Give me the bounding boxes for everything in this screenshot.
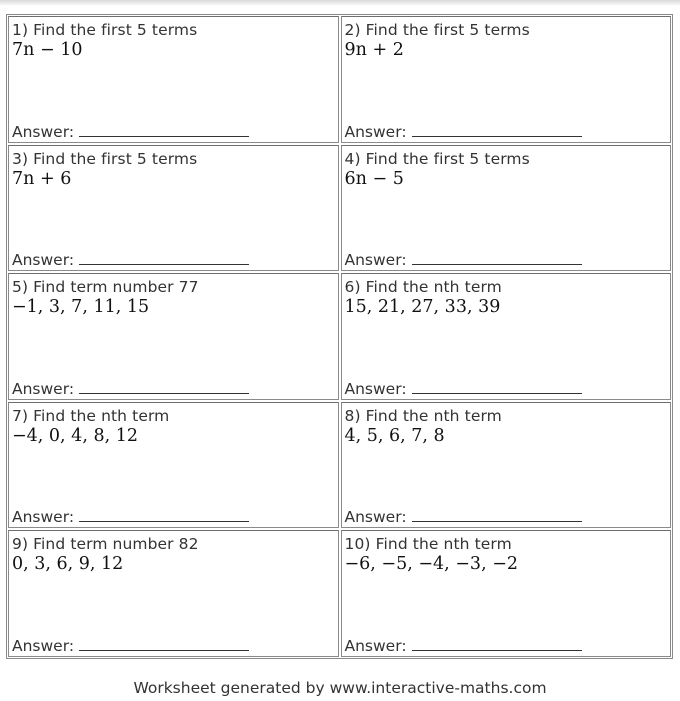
answer-blank-line[interactable] (79, 392, 249, 394)
answer-label: Answer: (12, 508, 75, 527)
question-prompt: 1) Find the first 5 terms (12, 21, 198, 39)
answer-blank-line[interactable] (412, 520, 582, 522)
question-expression: 0, 3, 6, 9, 12 (12, 554, 124, 575)
answer-blank-line[interactable] (79, 135, 249, 137)
question-expression: 7n + 6 (12, 168, 72, 189)
answer-row (345, 380, 582, 398)
question-expression: −1, 3, 7, 11, 15 (12, 297, 150, 318)
question-prompt: 6) Find the nth term (344, 278, 502, 297)
answer-blank-line[interactable] (412, 392, 582, 394)
answer-row (12, 380, 249, 398)
answer-blank-line[interactable] (412, 135, 582, 137)
question-cell-3 (8, 145, 339, 272)
question-expression: 4, 5, 6, 7, 8 (344, 425, 445, 446)
answer-row (345, 637, 582, 655)
question-cell-9 (8, 530, 339, 657)
question-prompt: 2) Find the first 5 terms (344, 21, 530, 39)
question-prompt: 4) Find the first 5 terms (344, 149, 530, 168)
question-cell-2 (341, 16, 672, 143)
answer-row (12, 251, 249, 269)
answer-label: Answer: (344, 508, 407, 527)
question-expression: −6, −5, −4, −3, −2 (344, 554, 518, 575)
answer-label: Answer: (12, 251, 75, 270)
question-cell-8 (341, 402, 672, 529)
worksheet-grid (6, 14, 673, 659)
answer-row (12, 123, 249, 141)
question-cell-7 (8, 402, 339, 529)
answer-blank-line[interactable] (412, 649, 582, 651)
question-expression: 15, 21, 27, 33, 39 (344, 297, 501, 318)
question-expression: 7n − 10 (12, 40, 83, 60)
answer-blank-line[interactable] (412, 263, 582, 265)
answer-row (345, 123, 582, 141)
question-expression: −4, 0, 4, 8, 12 (12, 425, 138, 446)
answer-row (12, 508, 249, 526)
answer-label: Answer: (344, 122, 407, 141)
question-cell-4 (341, 145, 672, 272)
question-prompt: 3) Find the first 5 terms (12, 149, 198, 168)
question-prompt: 9) Find term number 82 (12, 535, 199, 554)
answer-label: Answer: (12, 122, 75, 141)
answer-label: Answer: (344, 251, 407, 270)
answer-label: Answer: (12, 636, 75, 655)
answer-blank-line[interactable] (79, 649, 249, 651)
question-prompt: 10) Find the nth term (344, 535, 512, 554)
question-expression: 6n − 5 (344, 168, 404, 189)
question-prompt: 7) Find the nth term (12, 406, 170, 425)
answer-label: Answer: (12, 379, 75, 398)
worksheet-footer: Worksheet generated by www.interactive-maths.com (133, 679, 547, 697)
answer-row (12, 637, 249, 655)
top-edge-shadow (0, 0, 680, 6)
question-cell-6 (341, 273, 672, 400)
question-prompt: 5) Find term number 77 (12, 278, 199, 297)
answer-label: Answer: (344, 636, 407, 655)
answer-label: Answer: (344, 379, 407, 398)
answer-row (345, 508, 582, 526)
question-cell-10 (341, 530, 672, 657)
answer-row (345, 251, 582, 269)
answer-blank-line[interactable] (79, 520, 249, 522)
question-prompt: 8) Find the nth term (344, 406, 502, 425)
question-cell-1 (8, 16, 339, 143)
answer-blank-line[interactable] (79, 263, 249, 265)
question-expression: 9n + 2 (344, 40, 404, 60)
question-cell-5 (8, 273, 339, 400)
